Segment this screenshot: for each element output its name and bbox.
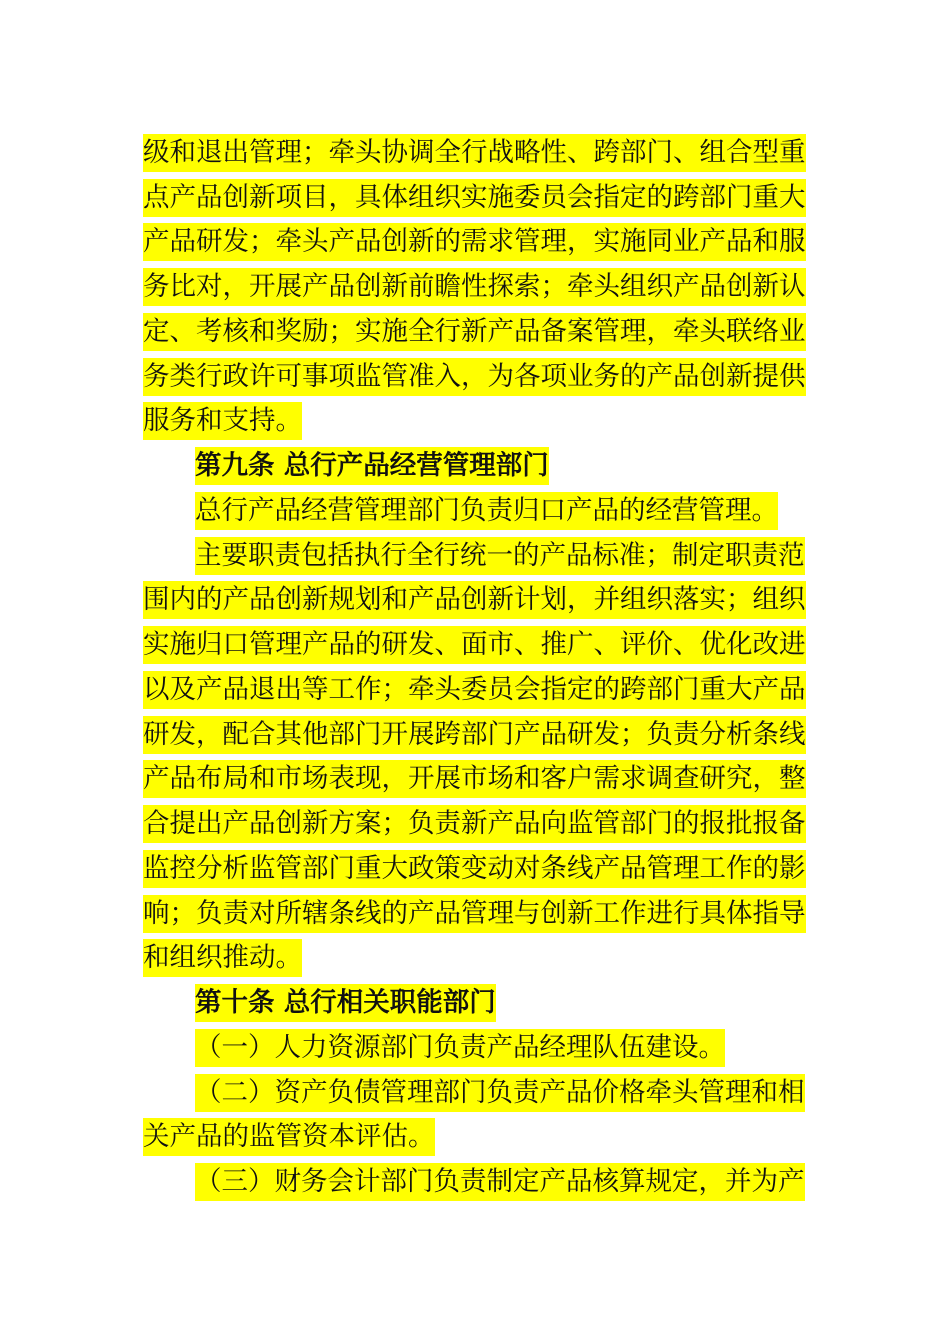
body-line: 和组织推动。	[143, 936, 302, 980]
list-item: （一）人力资源部门负责产品经理队伍建设。	[195, 1026, 725, 1070]
body-line: 围内的产品创新规划和产品创新计划，并组织落实；组织	[143, 578, 806, 622]
body-line: 关产品的监管资本评估。	[143, 1115, 435, 1159]
body-line: 产品研发；牵头产品创新的需求管理，实施同业产品和服	[143, 220, 806, 264]
body-line: 级和退出管理；牵头协调全行战略性、跨部门、组合型重	[143, 131, 806, 175]
body-line: 总行产品经营管理部门负责归口产品的经营管理。	[195, 489, 778, 533]
body-line: 合提出产品创新方案；负责新产品向监管部门的报批报备	[143, 802, 806, 846]
body-line: 响；负责对所辖条线的产品管理与创新工作进行具体指导	[143, 892, 806, 936]
body-line: 服务和支持。	[143, 399, 302, 443]
body-line: 实施归口管理产品的研发、面市、推广、评价、优化改进	[143, 623, 806, 667]
list-item: （三）财务会计部门负责制定产品核算规定，并为产	[195, 1160, 805, 1204]
body-line: 以及产品退出等工作；牵头委员会指定的跨部门重大产品	[143, 668, 806, 712]
body-line: 务比对，开展产品创新前瞻性探索；牵头组织产品创新认	[143, 265, 806, 309]
body-line: 定、考核和奖励；实施全行新产品备案管理，牵头联络业	[143, 310, 806, 354]
article-heading-9: 第九条 总行产品经营管理部门	[195, 444, 549, 488]
body-line: 监控分析监管部门重大政策变动对条线产品管理工作的影	[143, 847, 806, 891]
body-line: 研发，配合其他部门开展跨部门产品研发；负责分析条线	[143, 713, 806, 757]
body-line: 主要职责包括执行全行统一的产品标准；制定职责范	[195, 534, 805, 578]
list-item: （二）资产负债管理部门负责产品价格牵头管理和相	[195, 1071, 805, 1115]
body-line: 点产品创新项目，具体组织实施委员会指定的跨部门重大	[143, 176, 806, 220]
body-line: 产品布局和市场表现，开展市场和客户需求调查研究，整	[143, 757, 806, 801]
article-heading-10: 第十条 总行相关职能部门	[195, 981, 496, 1025]
body-line: 务类行政许可事项监管准入，为各项业务的产品创新提供	[143, 355, 806, 399]
